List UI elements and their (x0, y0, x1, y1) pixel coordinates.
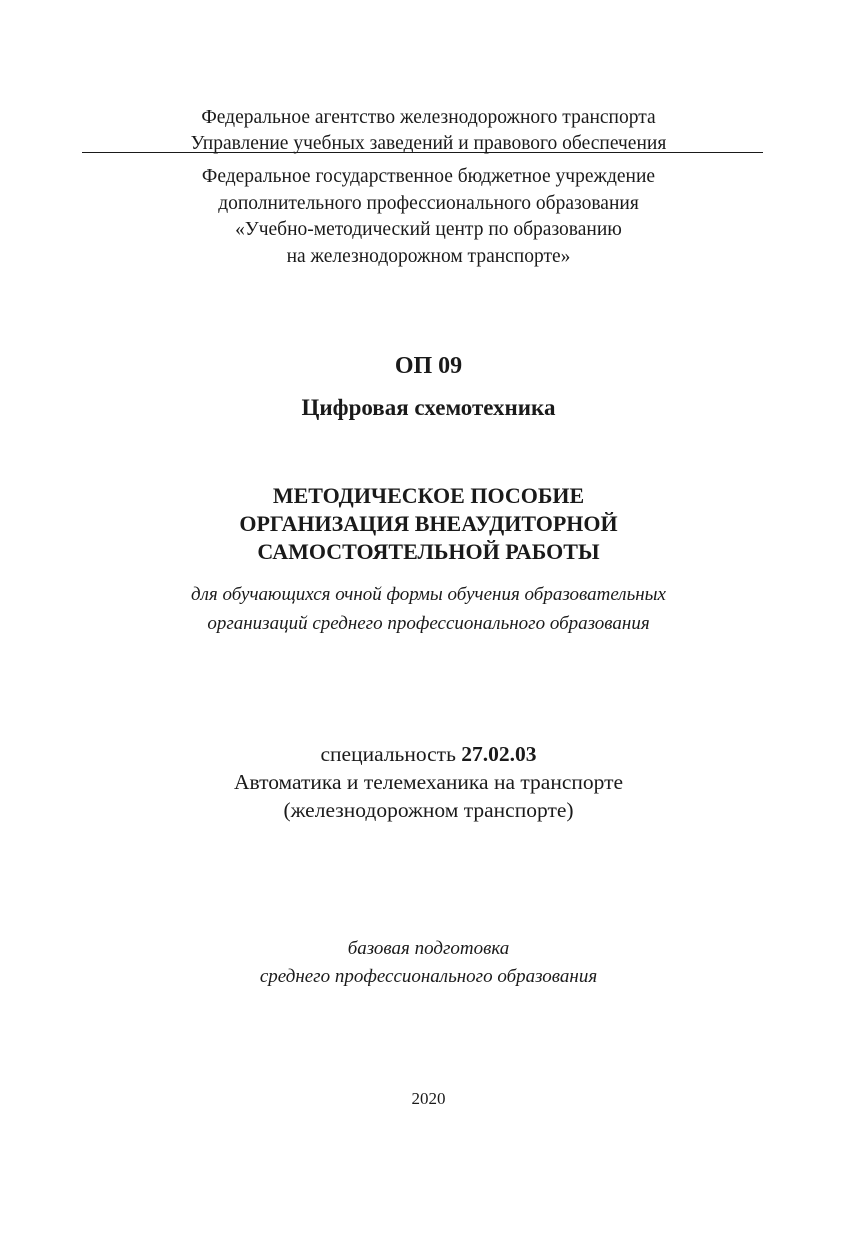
training-level (0, 935, 857, 991)
audience-line: организаций среднего профессионального образования (207, 613, 650, 634)
institution-line: Федеральное государственное бюджетное учреждение (201, 166, 656, 187)
department-name: Управление учебных заведений и правового обеспечения (190, 133, 667, 154)
course-name: Цифровая схемотехника (301, 395, 556, 420)
training-level-line: базовая подготовка (347, 938, 510, 959)
institution-line: «Учебно-методический центр по образованию (235, 219, 622, 240)
specialty-block (0, 740, 857, 824)
publication-year: 2020 (411, 1089, 446, 1108)
institution-header (0, 164, 857, 270)
document-title (0, 482, 857, 566)
audience-description (0, 580, 857, 638)
institution-line: дополнительного профессионального образования (218, 192, 639, 214)
agency-name: Федеральное агентство железнодорожного транспорта (201, 107, 656, 128)
audience-line: для обучающихся очной формы обучения образовательных (191, 584, 666, 605)
document-title-line: МЕТОДИЧЕСКОЕ ПОСОБИЕ (272, 483, 585, 508)
document-title-line: САМОСТОЯТЕЛЬНОЙ РАБОТЫ (257, 539, 600, 564)
institution-line: на железнодорожном транспорте» (286, 245, 571, 267)
specialty-heading (0, 740, 857, 768)
document-title-line: ОРГАНИЗАЦИЯ ВНЕАУДИТОРНОЙ (239, 511, 618, 536)
specialty-name-line: (железнодорожном транспорте) (283, 798, 574, 822)
training-level-line: среднего профессионального образования (259, 966, 598, 987)
specialty-label: специальность (320, 742, 462, 766)
specialty-code: 27.02.03 (461, 742, 537, 766)
course-code: ОП 09 (394, 353, 463, 379)
header-divider (82, 152, 763, 153)
specialty-name-line: Автоматика и телемеханика на транспорте (233, 770, 624, 794)
agency-header (0, 105, 857, 157)
